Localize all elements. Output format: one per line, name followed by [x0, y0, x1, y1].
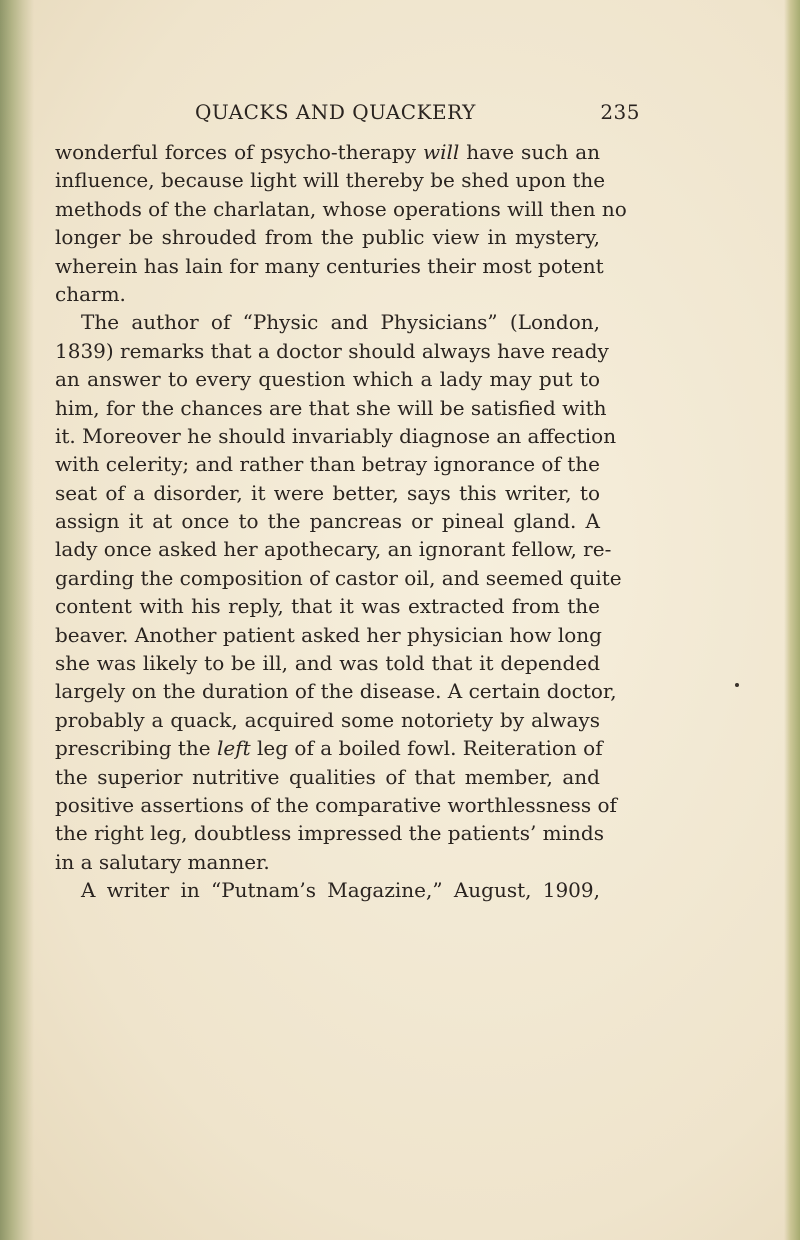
- binding-edge-left: [0, 0, 34, 1240]
- text-line: assign it at once to the pancreas or pineal gland. A: [55, 509, 600, 534]
- text-line: methods of the charlatan, whose operations will then no: [55, 196, 627, 221]
- text-line: A writer in “Putnam’s Magazine,” August, 1909,: [81, 878, 600, 903]
- text-line: wherein has lain for many centuries their most potent: [55, 253, 604, 278]
- text-line: seat of a disorder, it were better, says this writer, to: [55, 480, 600, 505]
- text-line: The author of “Physic and Physicians” (London,: [81, 310, 600, 335]
- emphasis: will: [422, 140, 460, 164]
- text-line: an answer to every question which a lady may put to: [55, 367, 600, 392]
- text-line: garding the composition of castor oil, and seemed quite: [55, 565, 622, 590]
- text-line: largely on the duration of the disease. A certain doctor,: [55, 679, 617, 704]
- text-line: lady once asked her apothecary, an ignorant fellow, re-: [55, 537, 612, 562]
- running-title: QUACKS AND QUACKERY: [195, 100, 476, 124]
- text-line: wonderful forces of psycho-therapy will have such an: [55, 140, 601, 164]
- emphasis: left: [216, 736, 251, 761]
- text-line: him, for the chances are that she will be satisfied with: [55, 395, 607, 420]
- text-line: beaver. Another patient asked her physician how long: [55, 622, 602, 647]
- text-line: she was likely to be ill, and was told that it depended: [55, 651, 600, 676]
- margin-dot: [735, 683, 739, 687]
- text-line: 1839) remarks that a doctor should always have ready: [55, 338, 609, 363]
- text-line: positive assertions of the comparative worthlessness of: [55, 792, 617, 817]
- text-line: prescribing the left leg of a boiled fowl. Reiteration of: [55, 736, 603, 761]
- text-line: content with his reply, that it was extracted from the: [55, 594, 600, 619]
- text-line: the right leg, doubtless impressed the patients’ minds: [55, 821, 604, 846]
- text-line: it. Moreover he should invariably diagnose an affection: [55, 423, 617, 448]
- text-line: the superior nutritive qualities of that member, and: [55, 764, 600, 789]
- text-line: charm.: [55, 281, 126, 306]
- body-text: [55, 138, 627, 905]
- text-line: in a salutary manner.: [55, 849, 270, 874]
- page-number: 235: [600, 100, 640, 124]
- text-line: influence, because light will thereby be shed upon the: [55, 168, 606, 193]
- text-line: with celerity; and rather than betray ignorance of the: [55, 452, 600, 477]
- running-head: [195, 100, 640, 130]
- text-line: probably a quack, acquired some notoriety by always: [55, 707, 600, 732]
- binding-edge-right: [784, 0, 800, 1240]
- text-line: longer be shrouded from the public view in mystery,: [55, 225, 600, 250]
